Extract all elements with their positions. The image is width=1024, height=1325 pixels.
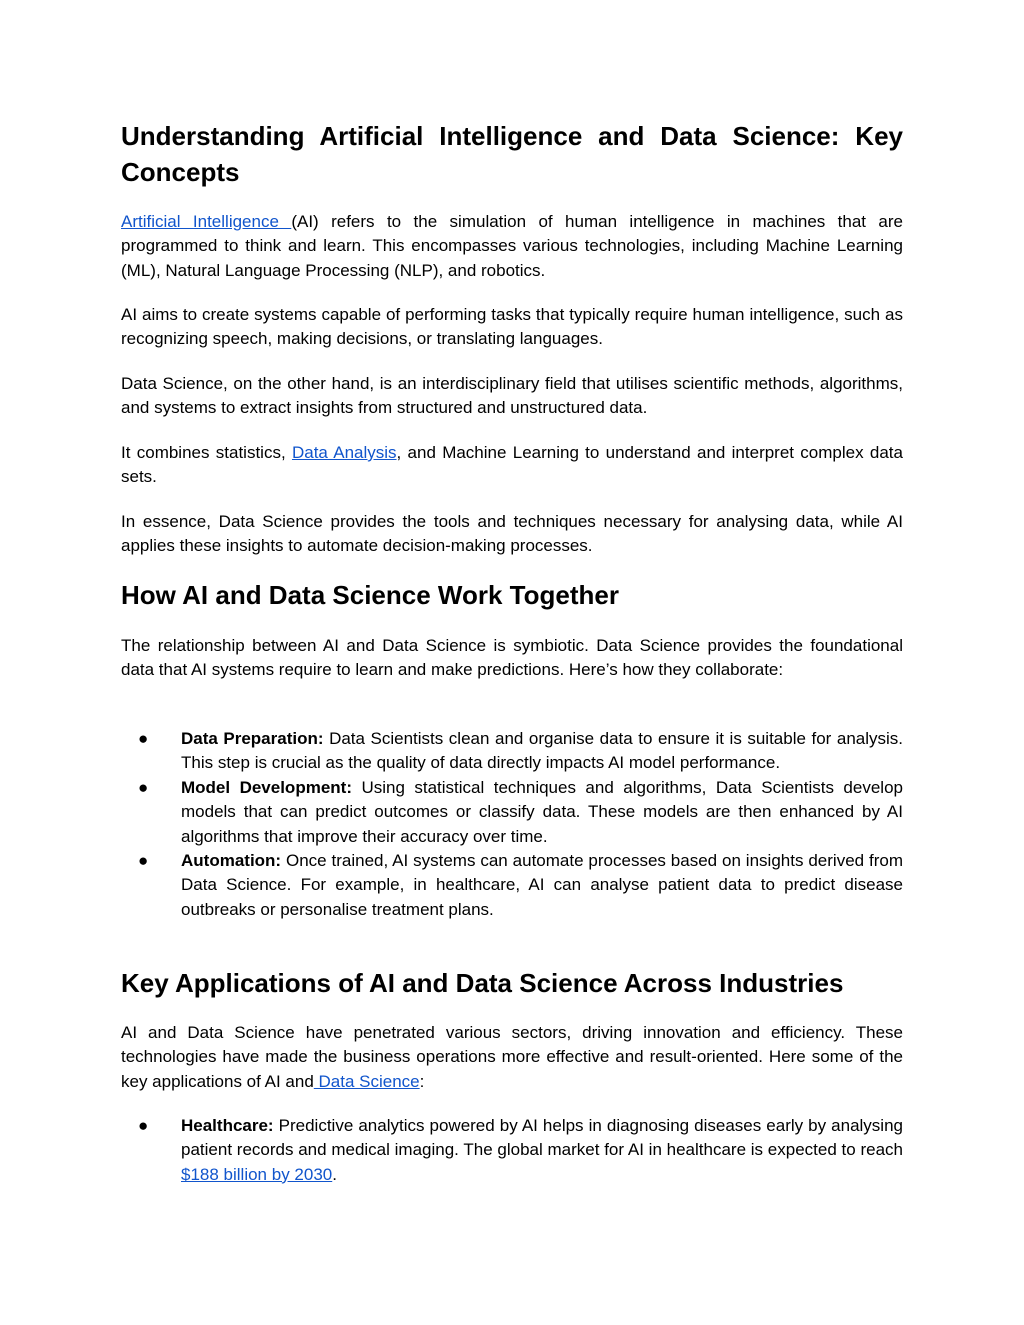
- list-item: [121, 1114, 903, 1187]
- intro-paragraph-4: [121, 441, 903, 490]
- section-heading-applications: Key Applications of AI and Data Science Across Industries: [121, 968, 844, 998]
- intro-paragraph-2: AI aims to create systems capable of performing tasks that typically require human intelligence, such as recognizing speech, making decisions, or translating languages.: [121, 305, 903, 349]
- data-science-link[interactable]: Data Science: [313, 1071, 420, 1091]
- data-analysis-link[interactable]: Data Analysis: [291, 443, 397, 462]
- section2-intro: The relationship between AI and Data Science is symbiotic. Data Science provides the foundational data that AI systems require to learn and make predictions. Here’s how they collaborate:: [121, 636, 903, 680]
- artificial-intelligence-link[interactable]: Artificial Intelligence: [121, 212, 292, 231]
- bullet-icon: ●: [138, 777, 149, 797]
- section-heading-collaboration: How AI and Data Science Work Together: [121, 580, 619, 610]
- collaboration-list: [121, 727, 903, 922]
- applications-list: [121, 1114, 903, 1187]
- page-title: Understanding Artificial Intelligence and Data Science: Key Concepts: [121, 121, 903, 187]
- list-item: [121, 776, 903, 849]
- list-item: [121, 849, 903, 922]
- intro-paragraph-4-post: , and Machine Learning to understand and interpret complex data sets.: [121, 443, 903, 487]
- intro-paragraph-3: Data Science, on the other hand, is an interdisciplinary field that utilises scientific methods, algorithms, and systems to extract insights from structured and unstructured data.: [121, 374, 903, 418]
- list-item: [121, 727, 903, 776]
- list-item-label: Data Preparation:: [181, 729, 324, 748]
- intro-paragraph-1: [121, 210, 903, 283]
- section3-intro: [121, 1021, 903, 1094]
- list-item-label: Automation:: [181, 851, 282, 871]
- intro-paragraph-5: In essence, Data Science provides the tools and techniques necessary for analysing data, while AI applies these insights to automate decision-making processes.: [121, 512, 903, 556]
- list-item-label: Model Development:: [181, 777, 352, 797]
- bullet-icon: ●: [138, 851, 149, 871]
- section3-intro-post: :: [419, 1071, 425, 1091]
- intro-paragraph-4-pre: It combines statistics,: [121, 443, 292, 462]
- list-item-label: Healthcare:: [181, 1116, 274, 1135]
- bullet-icon: ●: [138, 1116, 149, 1135]
- market-size-link[interactable]: $188 billion by 2030: [181, 1164, 333, 1184]
- section3-intro-pre: AI and Data Science have penetrated various sectors, driving innovation and efficiency. These technologies have made the business operations more effective and result-oriented. Here some of the key applications of AI and: [121, 1023, 903, 1091]
- list-item-text: Using statistical techniques and algorithms, Data Scientists develop models that can predict outcomes or classify data. These models are then enhanced by AI algorithms that improve their accuracy over time.: [181, 777, 903, 846]
- list-item-text: Predictive analytics powered by AI helps in diagnosing diseases early by analysing patient records and medical imaging. The global market for AI in healthcare is expected to reach: [181, 1116, 903, 1160]
- list-item-text: Data Scientists clean and organise data to ensure it is suitable for analysis. This step is crucial as the quality of data directly impacts AI model performance.: [181, 729, 904, 773]
- list-item-text: Once trained, AI systems can automate processes based on insights derived from Data Science. For example, in healthcare, AI can analyse patient data to predict disease outbreaks or personalise treatment plans.: [181, 851, 903, 919]
- intro-paragraph-1-text: (AI) refers to the simulation of human intelligence in machines that are programmed to think and learn. This encompasses various technologies, including Machine Learning (ML), Natural Language Processing (NLP), and robotics.: [121, 212, 903, 280]
- list-item-text-end: .: [332, 1164, 337, 1184]
- bullet-icon: ●: [138, 729, 149, 748]
